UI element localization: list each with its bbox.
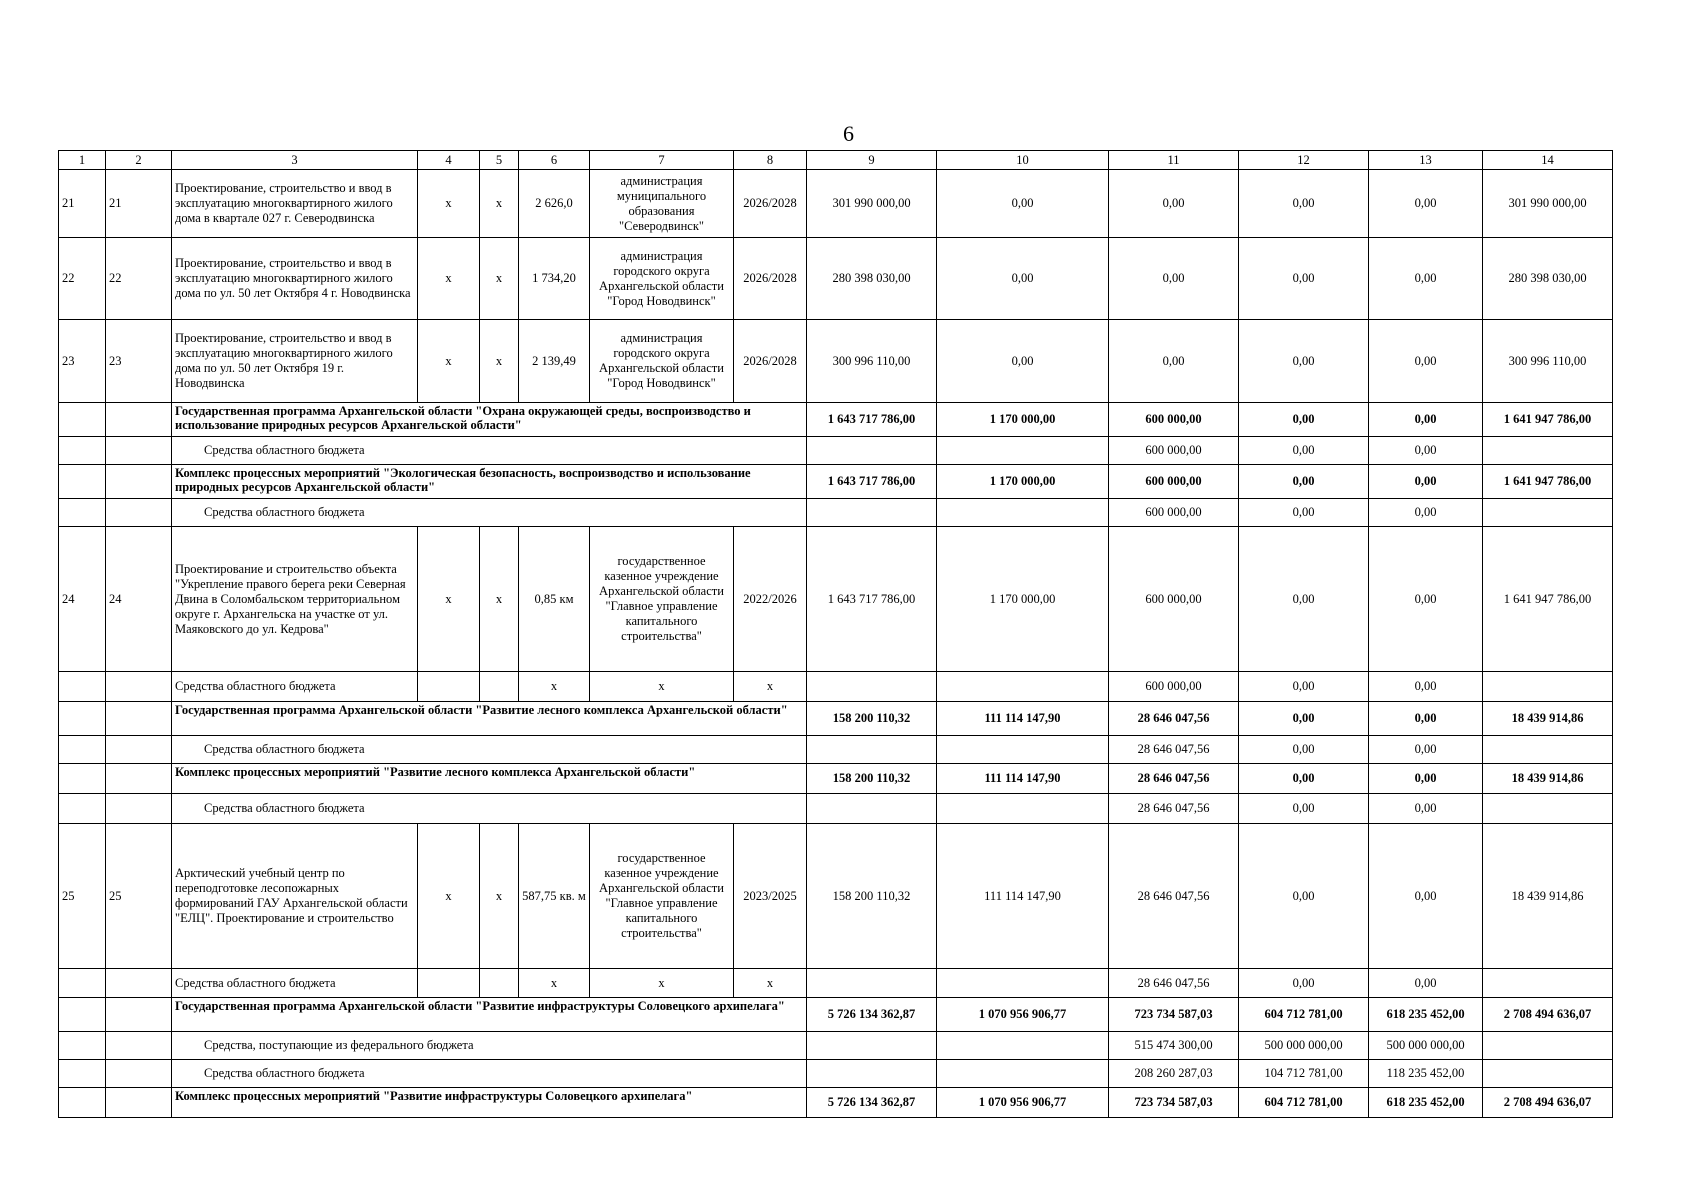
- page-number: 6: [843, 121, 854, 146]
- amount-c11: 28 646 047,56: [1109, 736, 1239, 764]
- program-title: Государственная программа Архангельской области "Развитие инфраструктуры Соловецкого архипелага": [172, 998, 807, 1032]
- amount-c10: 0,00: [937, 320, 1109, 403]
- table-row-item: [59, 238, 1613, 320]
- empty-cell: [106, 736, 172, 764]
- object-number: 24: [106, 527, 172, 672]
- amount-c12: 0,00: [1239, 672, 1369, 702]
- amount-c11: 600 000,00: [1109, 672, 1239, 702]
- program-title: Комплекс процессных мероприятий "Экологическая безопасность, воспроизводство и использование природных ресурсов Архангельской области": [172, 465, 807, 499]
- table-row-title: [59, 403, 1613, 437]
- total-c11: 28 646 047,56: [1109, 702, 1239, 736]
- amount-c11: 600 000,00: [1109, 499, 1239, 527]
- period: 2026/2028: [734, 170, 807, 238]
- total-c12: 604 712 781,00: [1239, 1088, 1369, 1118]
- empty-cell: [106, 969, 172, 998]
- total-c10: 1 070 956 906,77: [937, 998, 1109, 1032]
- total-c9: 1 643 717 786,00: [807, 403, 937, 437]
- column-header-5: 5: [480, 151, 519, 170]
- table-row-source: [59, 1060, 1613, 1088]
- funding-source: Средства областного бюджета: [172, 794, 807, 824]
- amount-c11: 0,00: [1109, 320, 1239, 403]
- total-c12: 0,00: [1239, 403, 1369, 437]
- amount-c14: [1483, 1060, 1613, 1088]
- object-number: 21: [106, 170, 172, 238]
- funding-source: Средства областного бюджета: [172, 736, 807, 764]
- table-row-title: [59, 764, 1613, 794]
- empty-cell: [59, 465, 106, 499]
- total-c13: 0,00: [1369, 702, 1483, 736]
- column-header-13: 13: [1369, 151, 1483, 170]
- funding-source: Средства областного бюджета: [172, 672, 418, 702]
- customer: государственное казенное учреждение Архангельской области "Главное управление капитального строительства": [590, 527, 734, 672]
- empty-cell: [106, 499, 172, 527]
- amount-c12: 0,00: [1239, 969, 1369, 998]
- amount-c10: [937, 437, 1109, 465]
- amount-c10: [937, 794, 1109, 824]
- amount-c14: 301 990 000,00: [1483, 170, 1613, 238]
- amount-c9: [807, 969, 937, 998]
- amount-c11: 600 000,00: [1109, 437, 1239, 465]
- funding-source: Средства областного бюджета: [172, 969, 418, 998]
- amount-c11: 28 646 047,56: [1109, 969, 1239, 998]
- amount-c10: [937, 1060, 1109, 1088]
- cell-c5: х: [480, 527, 519, 672]
- program-title: Государственная программа Архангельской области "Развитие лесного комплекса Архангельской области": [172, 702, 807, 736]
- empty-cell: [106, 794, 172, 824]
- total-c10: 111 114 147,90: [937, 702, 1109, 736]
- column-header-11: 11: [1109, 151, 1239, 170]
- total-c12: 604 712 781,00: [1239, 998, 1369, 1032]
- object-name: Проектирование, строительство и ввод в эксплуатацию многоквартирного жилого дома по ул. 50 лет Октября 4 г. Новодвинска: [172, 238, 418, 320]
- empty-cell: [59, 794, 106, 824]
- amount-c10: [937, 672, 1109, 702]
- table-row-title: [59, 465, 1613, 499]
- column-header-9: 9: [807, 151, 937, 170]
- amount-c13: 0,00: [1369, 824, 1483, 969]
- column-header-7: 7: [590, 151, 734, 170]
- row-number: 23: [59, 320, 106, 403]
- total-c13: 618 235 452,00: [1369, 998, 1483, 1032]
- funding-source: Средства областного бюджета: [172, 1060, 807, 1088]
- amount-c14: [1483, 672, 1613, 702]
- column-header-3: 3: [172, 151, 418, 170]
- object-name: Проектирование, строительство и ввод в эксплуатацию многоквартирного жилого дома по ул. 50 лет Октября 19 г. Новодвинска: [172, 320, 418, 403]
- total-c12: 0,00: [1239, 465, 1369, 499]
- amount-c14: [1483, 794, 1613, 824]
- capacity: 2 139,49: [519, 320, 590, 403]
- empty-cell: [59, 403, 106, 437]
- cell-c4: х: [418, 238, 480, 320]
- amount-c14: [1483, 1032, 1613, 1060]
- total-c12: 0,00: [1239, 764, 1369, 794]
- amount-c14: [1483, 499, 1613, 527]
- amount-c9: [807, 672, 937, 702]
- empty-cell: [59, 499, 106, 527]
- empty-cell: [59, 702, 106, 736]
- amount-c11: 0,00: [1109, 170, 1239, 238]
- amount-c9: [807, 736, 937, 764]
- empty-cell: [59, 736, 106, 764]
- total-c11: 28 646 047,56: [1109, 764, 1239, 794]
- total-c9: 1 643 717 786,00: [807, 465, 937, 499]
- amount-c11: 600 000,00: [1109, 527, 1239, 672]
- amount-c13: 0,00: [1369, 238, 1483, 320]
- capacity: 2 626,0: [519, 170, 590, 238]
- total-c11: 723 734 587,03: [1109, 998, 1239, 1032]
- total-c10: 1 170 000,00: [937, 403, 1109, 437]
- total-c13: 0,00: [1369, 403, 1483, 437]
- cell-c6: х: [519, 969, 590, 998]
- total-c9: 5 726 134 362,87: [807, 1088, 937, 1118]
- amount-c14: 1 641 947 786,00: [1483, 527, 1613, 672]
- funding-source: Средства, поступающие из федерального бюджета: [172, 1032, 807, 1060]
- amount-c11: 208 260 287,03: [1109, 1060, 1239, 1088]
- table-row-item: [59, 170, 1613, 238]
- table-row-item: [59, 824, 1613, 969]
- amount-c13: 0,00: [1369, 969, 1483, 998]
- amount-c10: [937, 736, 1109, 764]
- row-number: 25: [59, 824, 106, 969]
- empty-cell: [480, 672, 519, 702]
- total-c13: 0,00: [1369, 465, 1483, 499]
- total-c14: 1 641 947 786,00: [1483, 465, 1613, 499]
- program-title: Комплекс процессных мероприятий "Развитие лесного комплекса Архангельской области": [172, 764, 807, 794]
- amount-c12: 0,00: [1239, 499, 1369, 527]
- total-c10: 1 170 000,00: [937, 465, 1109, 499]
- cell-c4: х: [418, 527, 480, 672]
- period: 2026/2028: [734, 320, 807, 403]
- column-header-14: 14: [1483, 151, 1613, 170]
- cell-c5: х: [480, 824, 519, 969]
- empty-cell: [106, 1032, 172, 1060]
- cell-c4: х: [418, 320, 480, 403]
- column-header-10: 10: [937, 151, 1109, 170]
- empty-cell: [59, 1060, 106, 1088]
- table-row-source: [59, 499, 1613, 527]
- empty-cell: [418, 672, 480, 702]
- amount-c14: 300 996 110,00: [1483, 320, 1613, 403]
- amount-c14: [1483, 736, 1613, 764]
- total-c14: 18 439 914,86: [1483, 702, 1613, 736]
- empty-cell: [418, 969, 480, 998]
- customer: государственное казенное учреждение Архангельской области "Главное управление капитального строительства": [590, 824, 734, 969]
- empty-cell: [59, 764, 106, 794]
- amount-c12: 0,00: [1239, 238, 1369, 320]
- empty-cell: [106, 998, 172, 1032]
- period: 2026/2028: [734, 238, 807, 320]
- object-number: 25: [106, 824, 172, 969]
- total-c9: 158 200 110,32: [807, 764, 937, 794]
- row-number: 24: [59, 527, 106, 672]
- table-row-subsource: [59, 969, 1613, 998]
- customer: администрация муниципального образования "Северодвинск": [590, 170, 734, 238]
- amount-c13: 0,00: [1369, 794, 1483, 824]
- total-c14: 18 439 914,86: [1483, 764, 1613, 794]
- amount-c11: 515 474 300,00: [1109, 1032, 1239, 1060]
- table-row-item: [59, 527, 1613, 672]
- column-header-12: 12: [1239, 151, 1369, 170]
- amount-c9: 301 990 000,00: [807, 170, 937, 238]
- amount-c13: 0,00: [1369, 672, 1483, 702]
- period: 2023/2025: [734, 824, 807, 969]
- total-c11: 723 734 587,03: [1109, 1088, 1239, 1118]
- cell-c4: х: [418, 170, 480, 238]
- amount-c11: 0,00: [1109, 238, 1239, 320]
- cell-c5: х: [480, 170, 519, 238]
- total-c9: 158 200 110,32: [807, 702, 937, 736]
- funding-source: Средства областного бюджета: [172, 437, 807, 465]
- cell-c5: х: [480, 238, 519, 320]
- customer: администрация городского округа Архангельской области "Город Новодвинск": [590, 238, 734, 320]
- empty-cell: [59, 998, 106, 1032]
- amount-c9: 280 398 030,00: [807, 238, 937, 320]
- amount-c9: [807, 437, 937, 465]
- amount-c12: 0,00: [1239, 736, 1369, 764]
- amount-c11: 28 646 047,56: [1109, 824, 1239, 969]
- cell-c6: х: [519, 672, 590, 702]
- table-row-source: [59, 794, 1613, 824]
- column-header-2: 2: [106, 151, 172, 170]
- amount-c13: 0,00: [1369, 527, 1483, 672]
- amount-c10: 0,00: [937, 238, 1109, 320]
- table-body: [59, 151, 1613, 1118]
- table-row-subsource: [59, 672, 1613, 702]
- object-name: Проектирование, строительство и ввод в эксплуатацию многоквартирного жилого дома в квартале 027 г. Северодвинска: [172, 170, 418, 238]
- table-row-source: [59, 437, 1613, 465]
- amount-c10: 111 114 147,90: [937, 824, 1109, 969]
- total-c10: 1 070 956 906,77: [937, 1088, 1109, 1118]
- object-number: 22: [106, 238, 172, 320]
- investment-table: [58, 150, 1613, 1118]
- empty-cell: [59, 437, 106, 465]
- amount-c9: [807, 1032, 937, 1060]
- amount-c13: 500 000 000,00: [1369, 1032, 1483, 1060]
- total-c11: 600 000,00: [1109, 403, 1239, 437]
- cell-c7: х: [590, 672, 734, 702]
- amount-c14: [1483, 437, 1613, 465]
- amount-c13: 0,00: [1369, 320, 1483, 403]
- amount-c13: 0,00: [1369, 736, 1483, 764]
- amount-c12: 0,00: [1239, 824, 1369, 969]
- amount-c13: 118 235 452,00: [1369, 1060, 1483, 1088]
- amount-c14: 280 398 030,00: [1483, 238, 1613, 320]
- total-c10: 111 114 147,90: [937, 764, 1109, 794]
- total-c9: 5 726 134 362,87: [807, 998, 937, 1032]
- amount-c10: 1 170 000,00: [937, 527, 1109, 672]
- object-name: Арктический учебный центр по переподготовке лесопожарных формирований ГАУ Архангельской области "ЕЛЦ". Проектирование и строительство: [172, 824, 418, 969]
- table-row-title: [59, 998, 1613, 1032]
- amount-c10: [937, 1032, 1109, 1060]
- amount-c12: 0,00: [1239, 527, 1369, 672]
- amount-c10: 0,00: [937, 170, 1109, 238]
- object-name: Проектирование и строительство объекта "Укрепление правого берега реки Северная Двина в Соломбальском территориальном округе г. Архангельска на участке от ул. Маяковского до ул. Кедрова": [172, 527, 418, 672]
- table-row-title: [59, 1088, 1613, 1118]
- amount-c11: 28 646 047,56: [1109, 794, 1239, 824]
- funding-source: Средства областного бюджета: [172, 499, 807, 527]
- column-header-1: 1: [59, 151, 106, 170]
- empty-cell: [106, 465, 172, 499]
- table-row-item: [59, 320, 1613, 403]
- program-title: Комплекс процессных мероприятий "Развитие инфраструктуры Соловецкого архипелага": [172, 1088, 807, 1118]
- amount-c12: 0,00: [1239, 794, 1369, 824]
- object-number: 23: [106, 320, 172, 403]
- total-c13: 618 235 452,00: [1369, 1088, 1483, 1118]
- total-c11: 600 000,00: [1109, 465, 1239, 499]
- column-header-8: 8: [734, 151, 807, 170]
- empty-cell: [106, 764, 172, 794]
- program-title: Государственная программа Архангельской области "Охрана окружающей среды, воспроизводство и использование природных ресурсов Архангельской области": [172, 403, 807, 437]
- table-row-title: [59, 702, 1613, 736]
- amount-c9: [807, 1060, 937, 1088]
- capacity: 587,75 кв. м: [519, 824, 590, 969]
- empty-cell: [106, 403, 172, 437]
- empty-cell: [59, 672, 106, 702]
- cell-c5: х: [480, 320, 519, 403]
- amount-c9: 1 643 717 786,00: [807, 527, 937, 672]
- row-number: 22: [59, 238, 106, 320]
- amount-c9: [807, 499, 937, 527]
- column-header-6: 6: [519, 151, 590, 170]
- table-row-source: [59, 736, 1613, 764]
- amount-c13: 0,00: [1369, 499, 1483, 527]
- capacity: 1 734,20: [519, 238, 590, 320]
- empty-cell: [106, 1088, 172, 1118]
- amount-c12: 104 712 781,00: [1239, 1060, 1369, 1088]
- empty-cell: [59, 969, 106, 998]
- empty-cell: [59, 1032, 106, 1060]
- total-c14: 1 641 947 786,00: [1483, 403, 1613, 437]
- capacity: 0,85 км: [519, 527, 590, 672]
- total-c12: 0,00: [1239, 702, 1369, 736]
- customer: администрация городского округа Архангельской области "Город Новодвинск": [590, 320, 734, 403]
- amount-c12: 0,00: [1239, 437, 1369, 465]
- cell-c8: х: [734, 672, 807, 702]
- column-header-4: 4: [418, 151, 480, 170]
- period: 2022/2026: [734, 527, 807, 672]
- cell-c4: х: [418, 824, 480, 969]
- amount-c13: 0,00: [1369, 437, 1483, 465]
- empty-cell: [106, 672, 172, 702]
- amount-c10: [937, 969, 1109, 998]
- cell-c7: х: [590, 969, 734, 998]
- total-c14: 2 708 494 636,07: [1483, 998, 1613, 1032]
- empty-cell: [480, 969, 519, 998]
- amount-c14: [1483, 969, 1613, 998]
- cell-c8: х: [734, 969, 807, 998]
- amount-c10: [937, 499, 1109, 527]
- row-number: 21: [59, 170, 106, 238]
- amount-c14: 18 439 914,86: [1483, 824, 1613, 969]
- amount-c12: 500 000 000,00: [1239, 1032, 1369, 1060]
- total-c13: 0,00: [1369, 764, 1483, 794]
- amount-c9: 158 200 110,32: [807, 824, 937, 969]
- amount-c12: 0,00: [1239, 170, 1369, 238]
- amount-c9: [807, 794, 937, 824]
- total-c14: 2 708 494 636,07: [1483, 1088, 1613, 1118]
- table-row-source: [59, 1032, 1613, 1060]
- empty-cell: [106, 1060, 172, 1088]
- empty-cell: [106, 702, 172, 736]
- empty-cell: [59, 1088, 106, 1118]
- header-row: [59, 151, 1613, 170]
- amount-c12: 0,00: [1239, 320, 1369, 403]
- amount-c13: 0,00: [1369, 170, 1483, 238]
- empty-cell: [106, 437, 172, 465]
- amount-c9: 300 996 110,00: [807, 320, 937, 403]
